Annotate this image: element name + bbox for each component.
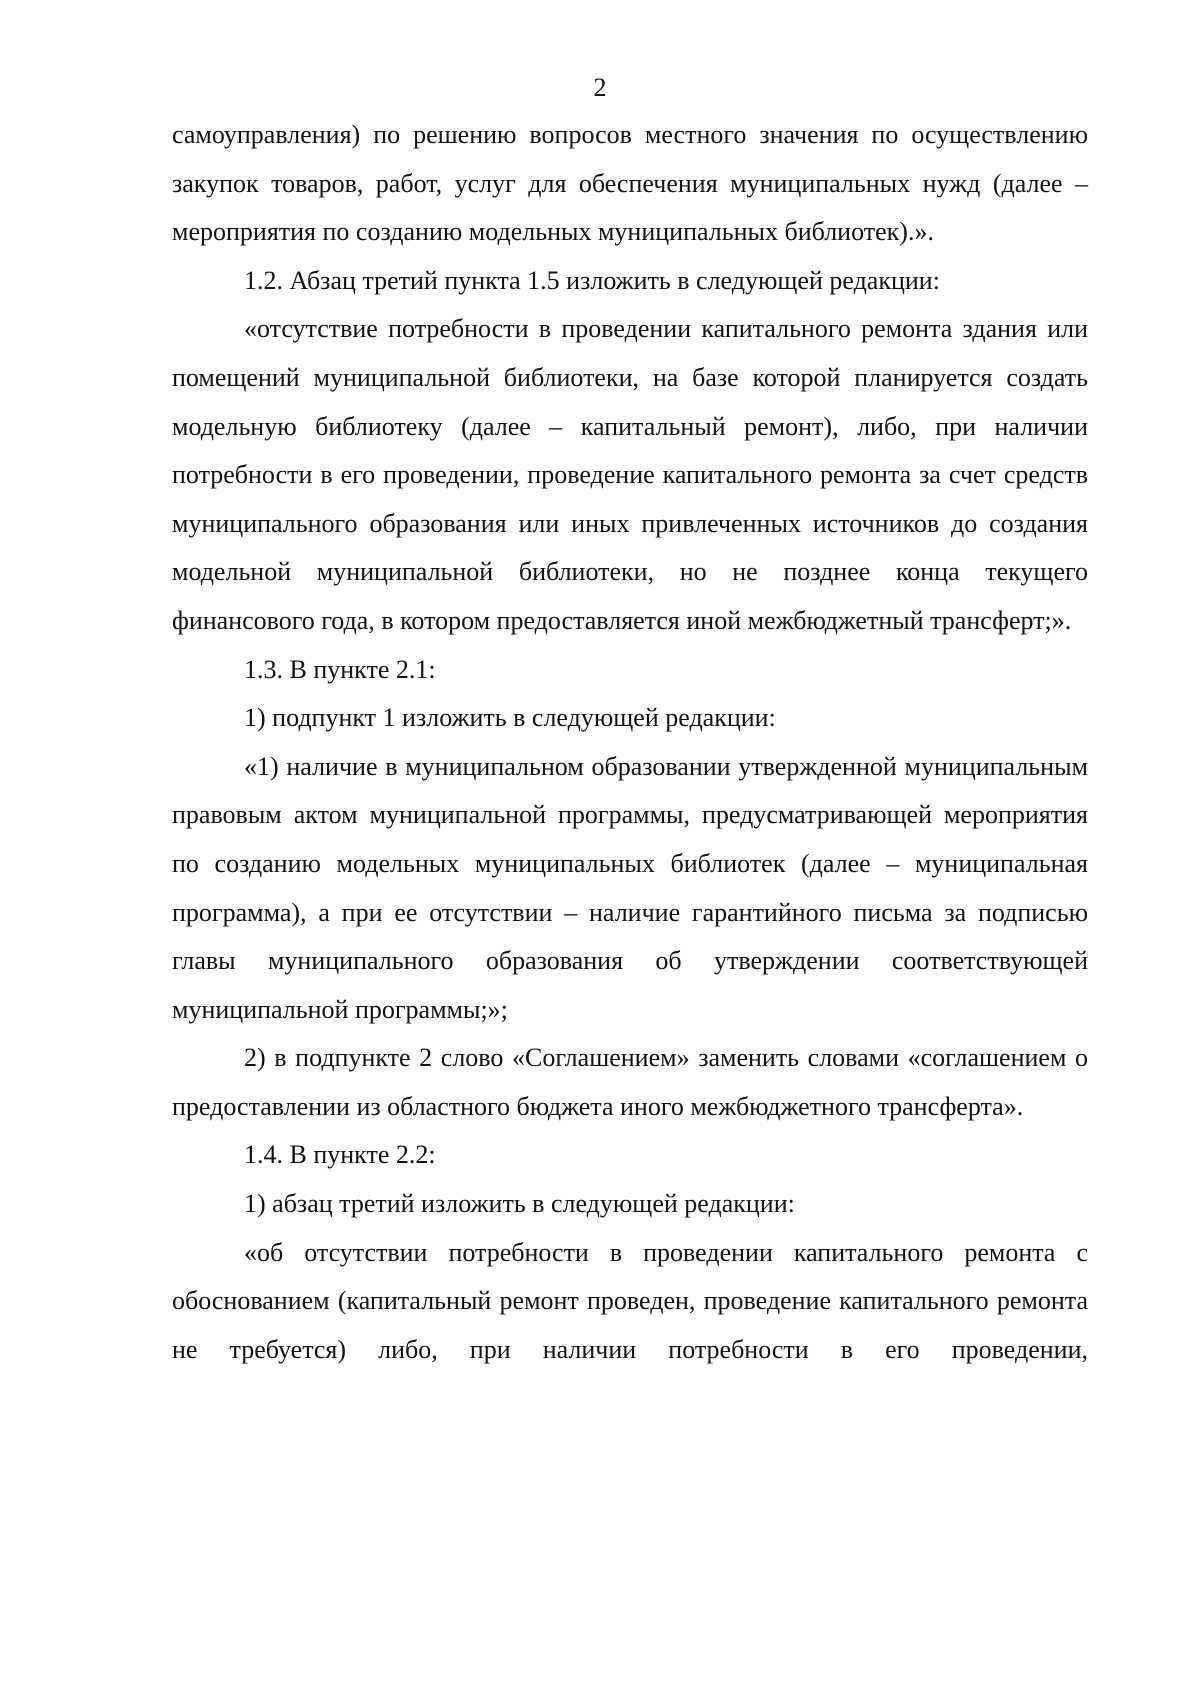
paragraph-quote-municipal-program: «1) наличие в муниципальном образовании утвержденной муниципальным правовым актом муниципальной программы, предусматривающей мероприятия по созданию модельных муниципальных библиотек (далее – муниципальная программа), а при ее отсутствии – наличие гарантийного письма за подписью главы муниципального образования об утверждении соответствующей муниципальной программы;»; xyxy=(172,751,1088,1024)
paragraph-subitem-2: 2) в подпункте 2 слово «Соглашением» заменить словами «соглашением о предоставлении из областного бюджета иного межбюджетного трансферта». xyxy=(172,1043,1088,1121)
paragraph-item-1-3: 1.3. В пункте 2.1: xyxy=(244,654,436,684)
paragraph-item-1-2: 1.2. Абзац третий пункта 1.5 изложить в следующей редакции: xyxy=(244,265,940,295)
paragraph-quote-no-repair-need: «об отсутствии потребности в проведении капитального ремонта с обоснованием (капитальный ремонт проведен, проведение капитального ремонта не требуется) либо, при наличии потребности в его проведении, xyxy=(172,1237,1088,1364)
page-number: 2 xyxy=(593,73,607,102)
paragraph-quote-capital-repair: «отсутствие потребности в проведении капитального ремонта здания или помещений муниципальной библиотеки, на базе которой планируется создать модельную библиотеку (далее – капитальный ремонт), либо, при наличии потребности в его проведении, проведение капитального ремонта за счет средств муниципального образования или иных привлеченных источников до создания модельной муниципальной библиотеки, но не позднее конца текущего финансового года, в котором предоставляется иной межбюджетный трансферт;». xyxy=(172,314,1088,635)
document-body xyxy=(172,111,1088,1374)
paragraph-continuation: самоуправления) по решению вопросов местного значения по осуществлению закупок товаров, работ, услуг для обеспечения муниципальных нужд (далее – мероприятия по созданию модельных муниципальных библиотек).». xyxy=(172,120,1088,247)
paragraph-subitem-1: 1) подпункт 1 изложить в следующей редакции: xyxy=(244,703,776,733)
paragraph-item-1-4: 1.4. В пункте 2.2: xyxy=(244,1140,436,1170)
paragraph-subitem-abzac-3: 1) абзац третий изложить в следующей редакции: xyxy=(244,1189,795,1219)
